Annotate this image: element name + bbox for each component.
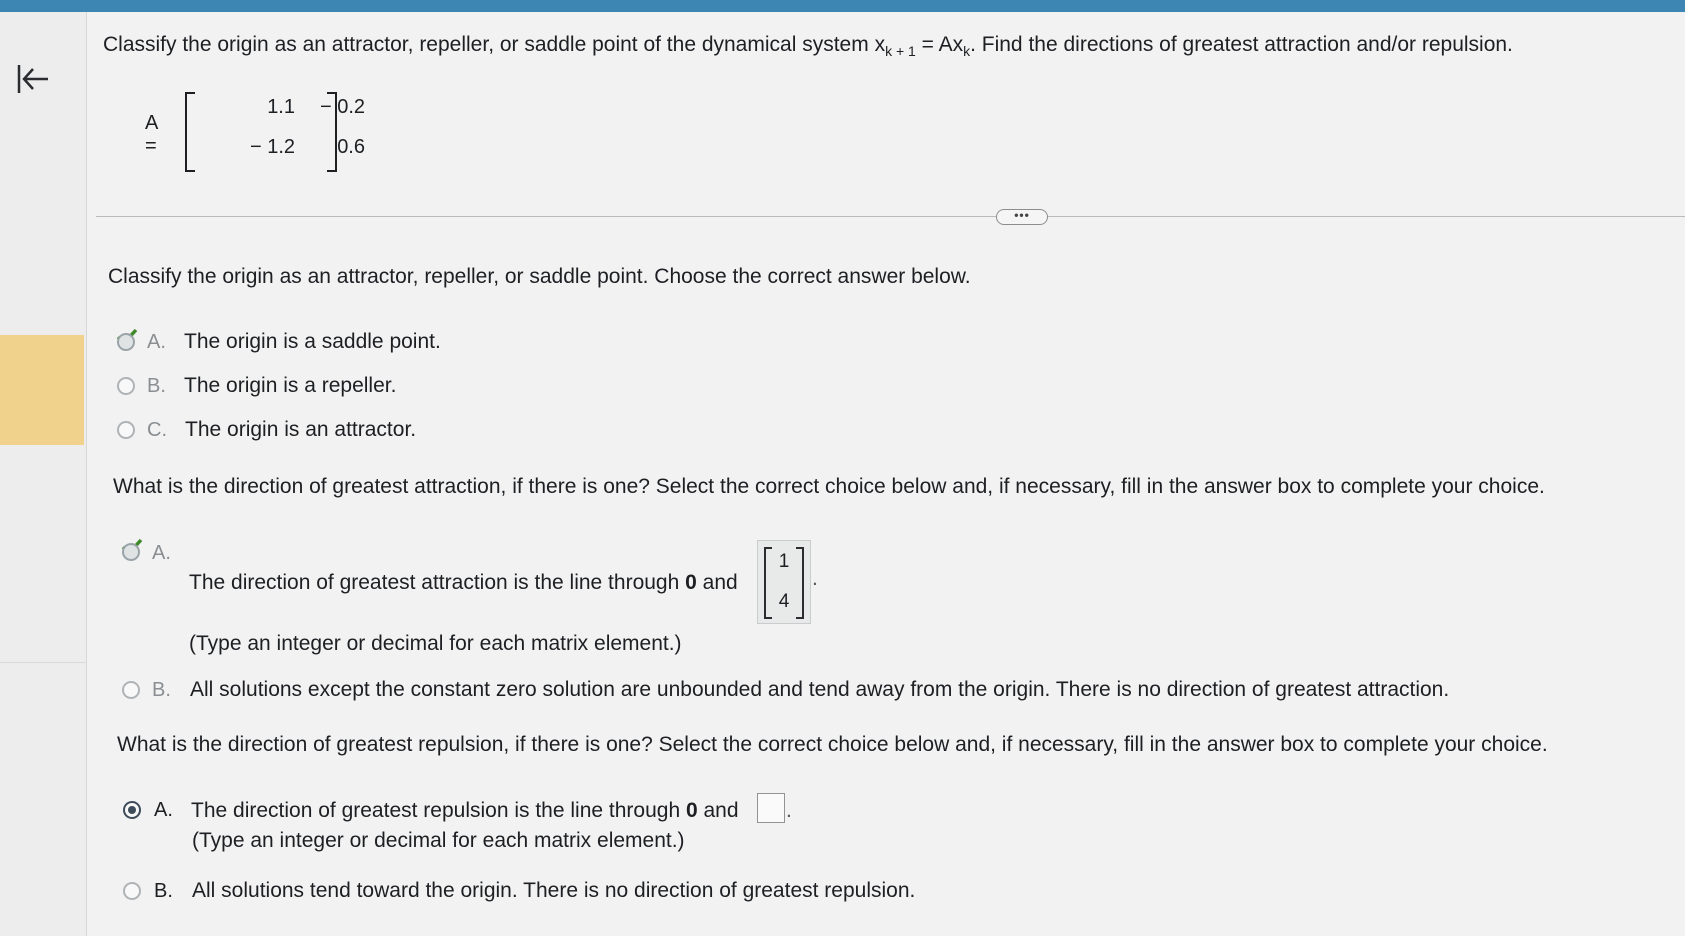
question-content [100,0,1660,936]
vector-right-bracket [796,547,804,619]
part2-option-a-radio[interactable] [122,543,140,561]
back-to-start-icon[interactable] [14,60,54,100]
matrix-right-bracket [327,92,337,172]
matrix-cell-21: − 1.2 [249,136,295,158]
matrix-label: A = [145,112,158,157]
part3-option-b-radio[interactable] [123,882,141,900]
part2-option-b-letter: B. [152,679,171,701]
prompt-prefix: Classify the origin as an attractor, repeller, or saddle point of the dynamical system [103,33,869,56]
expand-button[interactable]: ••• [996,209,1048,225]
sidebar [0,12,87,936]
part3-option-a-text[interactable]: The direction of greatest repulsion is the line through 0 and [191,799,739,822]
matrix-left-bracket [185,92,195,172]
part1-option-c-text[interactable]: The origin is an attractor. [185,418,417,441]
current-item-highlight [0,335,84,445]
part1-option-b-radio[interactable] [117,377,135,395]
part3-hint: (Type an integer or decimal for each matrix element.) [192,829,685,852]
part3-period: . [786,799,792,822]
matrix-cell-12: − 0.2 [319,96,365,118]
part1-option-b-letter: B. [147,375,166,397]
part1-option-a-radio[interactable] [117,333,135,351]
prompt-suffix: . Find the directions of greatest attraction and/or repulsion. [970,33,1513,56]
part2-option-b-text[interactable]: All solutions except the constant zero solution are unbounded and tend away from the origin. There is no direction of greatest attraction. [190,678,1450,701]
part2-hint: (Type an integer or decimal for each matrix element.) [189,632,682,655]
repulsion-answer-box[interactable] [757,793,785,823]
part2-option-a-text[interactable]: The direction of greatest attraction is the line through 0 and [189,571,738,594]
part1-option-a-letter: A. [147,331,166,353]
part2-prompt: What is the direction of greatest attraction, if there is one? Select the correct choice below and, if necessary, fill in the answer box to complete your choice. [113,475,1545,498]
section-divider [96,216,1685,217]
part1-option-b-text[interactable]: The origin is a repeller. [184,374,397,397]
question-prompt [103,33,1513,59]
sidebar-divider [0,662,86,663]
part3-prompt: What is the direction of greatest repulsion, if there is one? Select the correct choice below and, if necessary, fill in the answer box to complete your choice. [117,733,1548,756]
vector-entry-2[interactable]: 4 [778,591,790,612]
part3-option-a-radio[interactable] [123,801,141,819]
system-equation: $x_{k + 1} = Ax_k$ [874,33,971,60]
part3-option-b-text[interactable]: All solutions tend toward the origin. There is no direction of greatest repulsion. [192,879,916,902]
part3-option-b-letter: B. [154,880,173,902]
part1-option-c-radio[interactable] [117,421,135,439]
part3-option-a-letter: A. [154,799,173,821]
vector-entry-1[interactable]: 1 [778,551,790,572]
attraction-vector[interactable] [757,540,811,624]
part2-option-b-radio[interactable] [122,681,140,699]
part1-option-a-text[interactable]: The origin is a saddle point. [184,330,441,353]
part1-prompt: Classify the origin as an attractor, repeller, or saddle point. Choose the correct answer below. [108,265,971,288]
matrix-cell-22: 0.6 [337,136,365,158]
matrix-cell-11: 1.1 [267,96,295,118]
part1-option-c-letter: C. [147,419,167,441]
part2-period: . [812,567,818,590]
part2-option-a-letter: A. [152,542,171,564]
